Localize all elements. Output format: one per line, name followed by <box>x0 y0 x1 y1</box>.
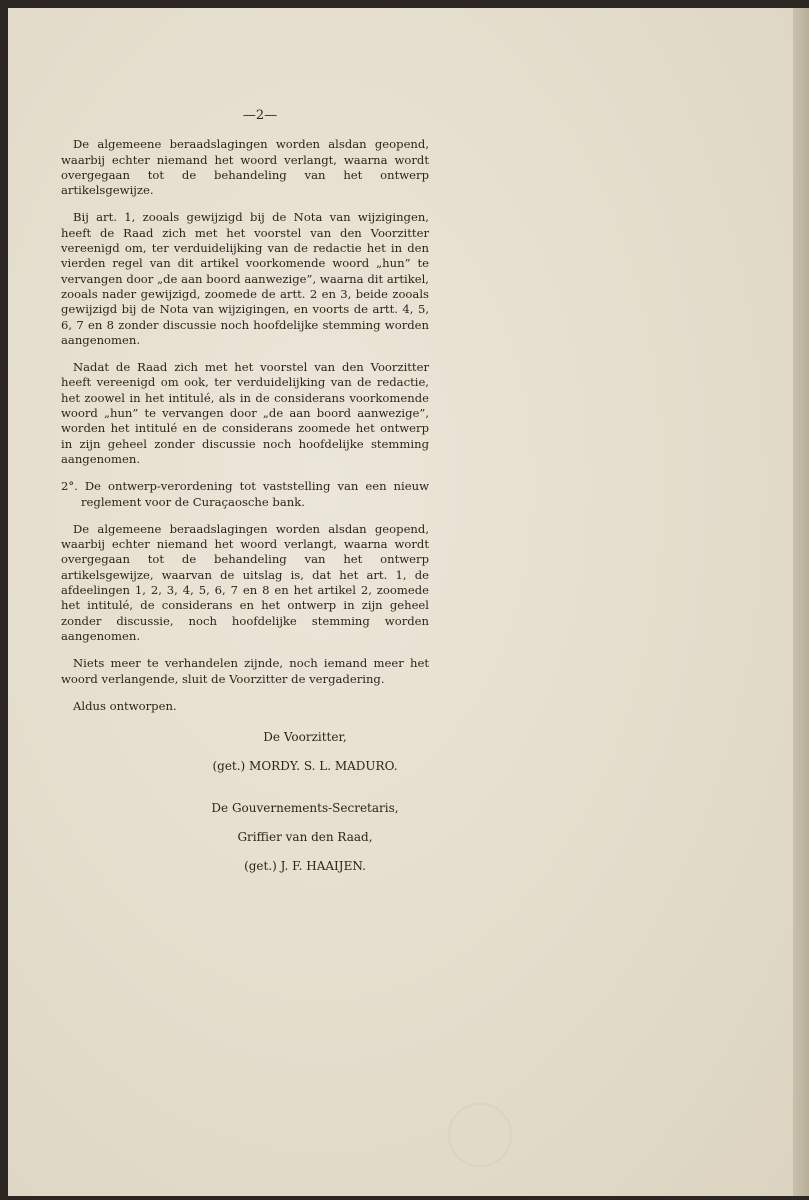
agenda-item-2: 2°. De ontwerp-verordening tot vaststelling van een nieuw reglement voor de Curaçaosche bank. <box>61 479 429 509</box>
aldus-ontworpen: Aldus ontworpen. <box>73 698 177 713</box>
voorzitter-title: De Voorzitter, <box>263 730 347 745</box>
voorzitter-signature: (get.) MORDY. S. L. MADURO. <box>212 759 398 774</box>
paragraph-4: De algemeene beraadslagingen worden alsdan geopend, waarbij echter niemand het woord verlangt, waarna wordt overgegaan tot de behandeling van het ontwerp artikelsgewijze, waarvan de uitslag is, dat het art. 1, de afdeelingen 1, 2, 3, 4, 5, 6, 7 en 8 en het artikel 2, zoomede het intitulé, de considerans en het ontwerp in zijn geheel zonder discussie, noch hoofdelijke stemming worden aangenomen. <box>61 521 429 643</box>
paragraph-3: Nadat de Raad zich met het voorstel van den Voorzitter heeft vereenigd om ook, ter verduidelijking van de redactie, het zoowel in het intitulé, als in de considerans voorkomende woord „hun” te vervangen door „de aan boord aanwezige”, worden het intitulé en de considerans zoomede het ontwerp in zijn geheel zonder discussie noch hoofdelijke stemming aangenomen. <box>61 360 429 466</box>
page-edge <box>793 8 809 1196</box>
secretaris-title: De Gouvernements-Secretaris, <box>211 800 399 815</box>
document-body <box>61 108 429 889</box>
secretaris-signature: (get.) J. F. HAAIJEN. <box>244 859 366 874</box>
faint-stamp <box>448 1103 512 1167</box>
paragraph-2: Bij art. 1, zooals gewijzigd bij de Nota van wijzigingen, heeft de Raad zich met het voorstel van den Voorzitter vereenigd om, ter verduidelijking van de redactie het in den vierden regel van dit artikel voorkomende woord „hun” te vervangen door „de aan boord aanwezige”, waarna dit artikel, zooals nader gewijzigd, zoomede de artt. 2 en 3, beide zooals gewijzigd bij de Nota van wijzigingen, en voorts de artt. 4, 5, 6, 7 en 8 zonder discussie noch hoofdelijke stemming worden aangenomen. <box>61 210 429 347</box>
page-number: —2— <box>242 108 278 123</box>
bleed-through-text <box>603 90 793 110</box>
griffier-role: Griffier van den Raad, <box>237 829 373 844</box>
paragraph-5: Niets meer te verhandelen zijnde, noch iemand meer het woord verlangende, sluit de Voorzitter de vergadering. <box>61 656 429 686</box>
paragraph-1: De algemeene beraadslagingen worden alsdan geopend, waarbij echter niemand het woord verlangt, waarna wordt overgegaan tot de behandeling van het ontwerp artikelsgewijze. <box>61 137 429 198</box>
document-page <box>8 8 793 1196</box>
